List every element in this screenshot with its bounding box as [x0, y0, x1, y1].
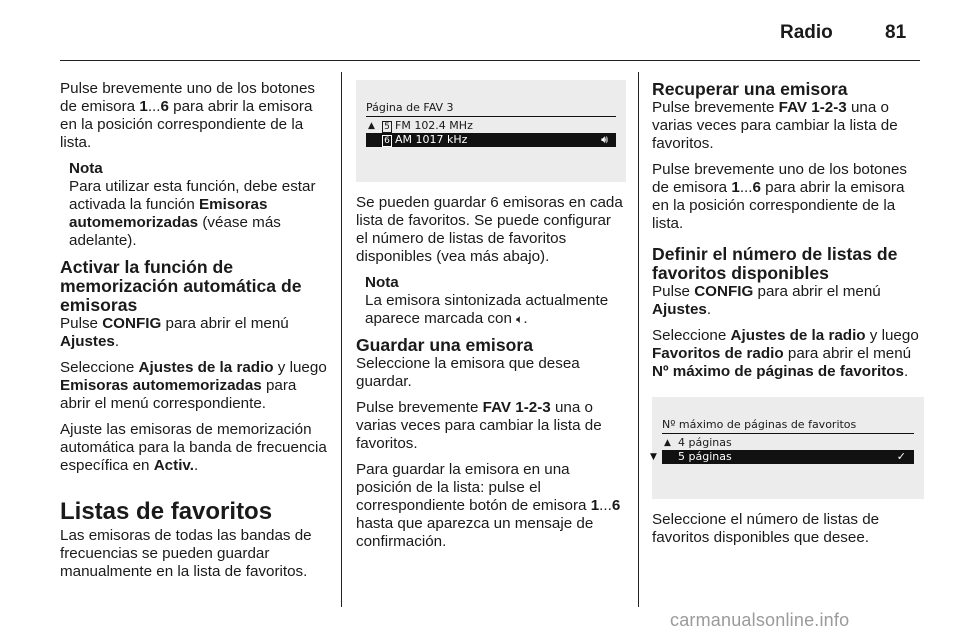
page-title: Radio: [780, 22, 833, 43]
page-number: 81: [885, 22, 907, 43]
section-heading: Recuperar una emisora: [652, 79, 848, 99]
header-divider: [60, 60, 920, 61]
paragraph: Seleccione el número de listas de favoritos disponibles que desee.: [652, 511, 880, 546]
display-title: Página de FAV 3: [366, 101, 616, 117]
speaker-icon: 🔈︎: [516, 312, 524, 326]
paragraph: Seleccione Ajustes de la radio y luego Favoritos de radio para abrir el menú Nº máximo de páginas de favoritos.: [652, 327, 919, 380]
display-row: ▲ 4 páginas: [664, 436, 732, 449]
display-row: ▲ 5 FM 102.4 MHz: [368, 119, 473, 132]
paragraph: Pulse brevemente FAV 1-2-3 una o varias veces para cambiar la lista de favoritos.: [356, 399, 602, 452]
note: [356, 274, 626, 328]
display-row-selected: 6 AM 1017 kHz 🔊︎: [366, 133, 616, 147]
column-divider: [341, 72, 342, 607]
note-title: Nota: [69, 160, 103, 177]
paragraph: Las emisoras de todas las bandas de frecuencias se pueden guardar manualmente en la lista de favoritos.: [60, 527, 312, 580]
column-2: [356, 80, 626, 559]
display-title: Nº máximo de páginas de favoritos: [662, 418, 914, 434]
paragraph: Se pueden guardar 6 emisoras en cada lista de favoritos. Se puede configurar el número de listas de favoritos disponibles (vea más abajo).: [356, 194, 623, 265]
radio-display-screenshot: [356, 80, 626, 182]
watermark: carmanualsonline.info: [670, 610, 850, 630]
display-row-selected: ▼ 5 páginas ✓: [662, 450, 914, 464]
note: [60, 160, 330, 250]
radio-display-screenshot: [652, 397, 924, 499]
paragraph: Para guardar la emisora en una posición de la lista: pulse el correspondiente botón de emisora 1...6 hasta que aparezca un mensaje de confirmación.: [356, 461, 621, 550]
paragraph: Seleccione Ajustes de la radio y luego Emisoras automemorizadas para abrir el menú correspondiente.: [60, 359, 327, 412]
speaker-icon: 🔊︎: [601, 133, 608, 146]
note-text: Para utilizar esta función, debe estar activada la función Emisoras automemorizadas (véase más adelante).: [69, 178, 316, 249]
paragraph: Seleccione la emisora que desea guardar.: [356, 355, 580, 390]
section-heading: Guardar una emisora: [356, 335, 533, 355]
chapter-heading: Listas de favoritos: [60, 498, 273, 525]
section-heading: Activar la función de memorización automática de emisoras: [60, 257, 302, 315]
preset-number: 6: [382, 135, 392, 147]
arrow-up-icon: ▲: [368, 121, 375, 131]
arrow-up-icon: ▲: [664, 438, 671, 448]
note-text: La emisora sintonizada actualmente aparece marcada con 🔈︎.: [365, 292, 609, 327]
paragraph: Pulse CONFIG para abrir el menú Ajustes.: [60, 315, 289, 350]
column-1: [60, 80, 330, 589]
paragraph: Ajuste las emisoras de memorización automática para la banda de frecuencia específica en Activ..: [60, 421, 327, 474]
arrow-down-icon: ▼: [650, 452, 657, 462]
checkmark-icon: ✓: [896, 450, 906, 463]
column-divider: [638, 72, 639, 607]
preset-number: 5: [382, 121, 392, 133]
paragraph: Pulse brevemente FAV 1-2-3 una o varias veces para cambiar la lista de favoritos.: [652, 99, 898, 152]
column-3: [652, 80, 924, 555]
paragraph: Pulse brevemente uno de los botones de emisora 1...6 para abrir la emisora en la posición correspondiente de la lista.: [652, 161, 907, 232]
paragraph: Pulse CONFIG para abrir el menú Ajustes.: [652, 283, 881, 318]
section-heading: Definir el número de listas de favoritos disponibles: [652, 244, 898, 283]
note-title: Nota: [365, 274, 399, 291]
paragraph: Pulse brevemente uno de los botones de emisora 1...6 para abrir la emisora en la posición correspondiente de la lista.: [60, 80, 315, 151]
